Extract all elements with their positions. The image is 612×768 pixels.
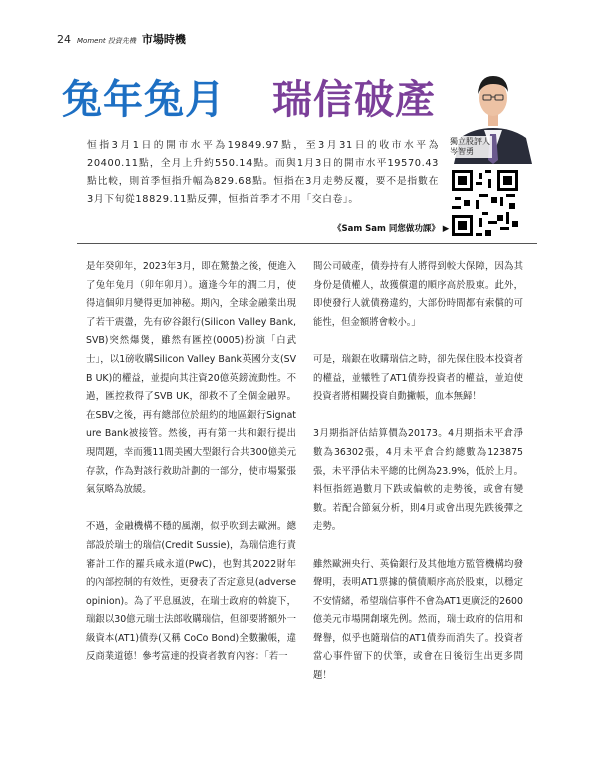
right-paragraph: 3月期指評估結算價為20173。4月期指未平倉淨數為36302張，4月未平倉合約總數為123875張，未平淨佔未平總的比例為23.9%，低於上月。料恒指經過數月下跌或偏軟的走勢後，或會有變數。若配合節氣分析，則4月或會出現先跌後彈之走勢。	[313, 428, 523, 533]
right-paragraph: 雖然歐洲央行、英倫銀行及其他地方監管機構均發聲明，表明AT1票據的償債順序高於股東，以穩定不安情緒，希望瑞信事件不會為AT1更廣泛的2600億美元市場開創壞先例。然而，瑞士政府的信用和聲譽，似乎也隨瑞信的AT1債券而消失了。投資者當心事件留下的伏筆，或會在日後衍生出更多問題！	[313, 558, 523, 682]
intro-paragraph	[87, 137, 439, 209]
column-tagline: 《Sam Sam 同您做功課》 ▶	[333, 224, 450, 234]
left-column	[86, 258, 296, 686]
magazine-name: Moment 投資先機	[77, 37, 136, 45]
author-caption	[448, 136, 492, 158]
right-paragraph: 間公司破產，債券持有人將得到較大保障，因為其身份是債權人，故獲償還的順序高於股東。此外，即使發行人就債務違約，大部份時間都有索償的可能性，但金額將會較小。」	[313, 261, 523, 328]
headline-part1: 兔年兔月	[62, 77, 226, 123]
intro-text: 恒指3月1日的開市水平為19849.97點，至3月31日的收市水平為20400.11點，全月上升約550.14點。而與1月3日的開市水平19570.43點比較，則首季恒指升幅為829.68點。恒指在3月走勢反覆，要不是指數在3月下旬從18829.11點反彈，恒指首季才不用「交白卷」。	[87, 140, 439, 205]
author-name: 岑智勇	[450, 147, 474, 156]
qr-code-icon	[452, 170, 518, 236]
left-paragraph: 不過，金融機構不穩的風潮，似乎吹到去歐洲。總部設於瑞士的瑞信(Credit Sussie)，為瑞信進行責審計工作的羅兵咸永道(PwC)，也對其2022財年的內部控制的有效性，更發表了否定意見(adverse opinion)。為了平息風波，在瑞士政府的斡旋下，瑞銀以30億元瑞士法郎收購瑞信，但卻要將額外一級資本(AT1)債券(又稱 CoCo Bond)全數撇帳，違反商業道德！參考富達的投資者教育內容：「若一	[86, 521, 296, 663]
section-name: 市場時機	[141, 33, 186, 46]
left-paragraph: 是年癸卯年，2023年3月，即在驚蟄之後，便進入了兔年兔月（卯年卯月）。適逢今年的潤二月，使得這個卯月變得更加神秘。期內，全球金融業出現了若干震盪，先有矽谷銀行(Silicon Valley Bank, SVB)突然爆煲，雖然有匯控(0005)扮演「白武士」，以1磅收購Silicon Valley Bank英國分支(SVB UK)的權益，並提向其注資20億英鎊流動性。不過，匯控救得了SVB UK，卻救不了全個金融界。在SBV之後，再有總部位於紐約的地區銀行Signature Bank被接管。然後，再有第一共和銀行提出現問題，幸而獲11間美國大型銀行合共300億美元存款，作為對該行救助計劃的一部分，使市場緊張氣氛略為放緩。	[86, 261, 296, 496]
page-number: 24	[57, 33, 71, 46]
divider-line	[77, 243, 537, 244]
right-column	[313, 258, 523, 704]
right-paragraph: 可是，瑞銀在收購瑞信之時，卻先保住股本投資者的權益，並犧牲了AT1債券投資者的權益，並迫使投資者將相關投資自動撇帳，血本無歸！	[313, 353, 523, 403]
headline-part2: 瑞信破產	[272, 77, 436, 123]
author-title: 獨立股評人	[450, 137, 490, 146]
page-header	[57, 31, 186, 49]
